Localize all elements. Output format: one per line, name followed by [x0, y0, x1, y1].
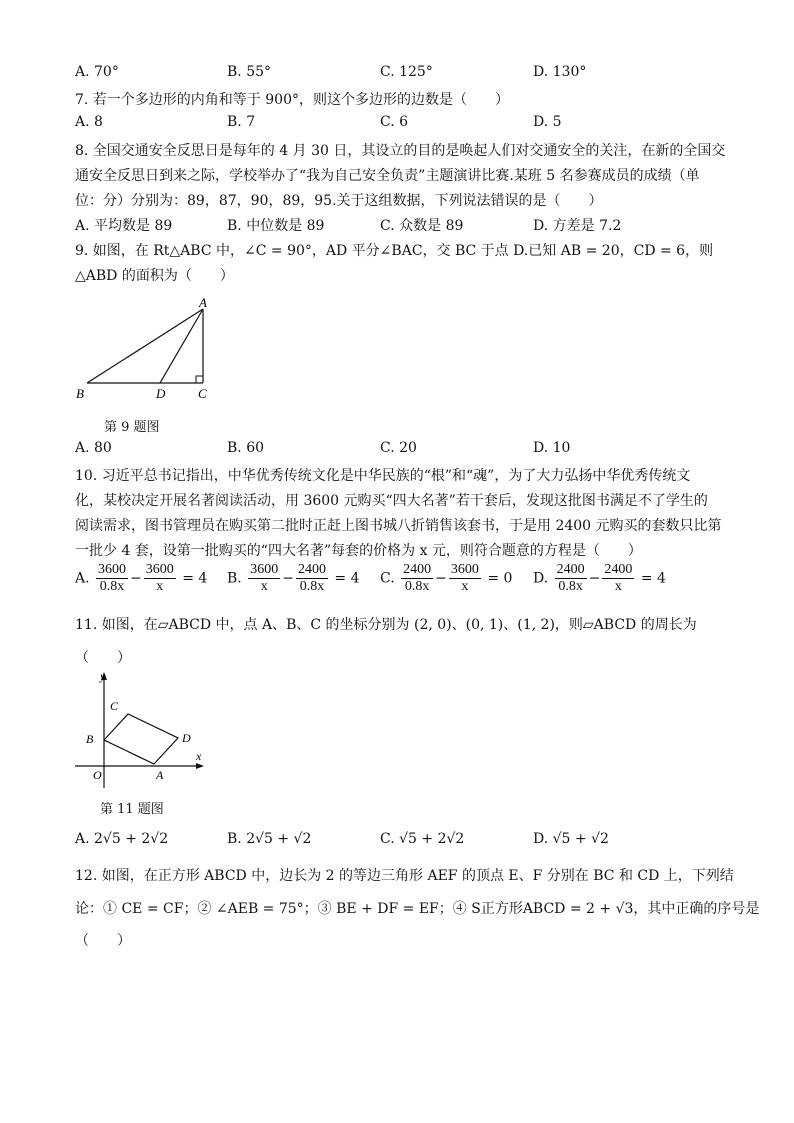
q9-label-c: C [198, 386, 207, 401]
q8-stem-line-2: 通安全反思日到来之际，学校举办了“我为自己安全负责”主题演讲比赛.某班 5 名参赛成员的成绩（单 [75, 168, 700, 184]
q6-option-b: B. 55° [227, 64, 272, 80]
q10-option-a-fraction-1 [96, 562, 128, 595]
q8-option-d: D. 方差是 7.2 [533, 218, 622, 234]
q9-segment-ad [160, 309, 203, 383]
q12-stem-line-3: （ ） [75, 933, 131, 949]
minus-sign: − [282, 570, 294, 587]
q10-option-b-fraction-2 [296, 562, 328, 595]
minus-sign: − [588, 570, 601, 587]
q11-stem-line-1: 11. 如图，在▱ABCD 中，点 A、B、C 的坐标分别为 (2, 0)、(0, 1)、(1, 2)，则▱ABCD 的周长为 [75, 617, 697, 633]
equation-rhs: = 4 [182, 570, 208, 587]
q10-option-a-label: A. [75, 570, 90, 587]
q7-option-b: B. 7 [227, 114, 256, 130]
q11-stem-line-2: （ ） [75, 650, 131, 666]
q11-label-a: A [156, 768, 164, 782]
numerator: 3600 [450, 562, 479, 577]
q10-option-b-label: B. [227, 570, 242, 587]
q11-parallelogram [104, 714, 178, 764]
minus-sign: − [435, 570, 447, 587]
q11-label-c: C [110, 699, 119, 713]
q10-option-a-fraction-2 [144, 562, 176, 595]
q9-option-c: C. 20 [380, 440, 417, 456]
q7-option-d: D. 5 [533, 114, 562, 130]
q9-side-ab [87, 309, 203, 383]
numerator: 2400 [556, 562, 585, 577]
q6-option-c: C. 125° [380, 64, 433, 80]
denominator: x [260, 579, 268, 594]
q10-option-a [75, 562, 207, 595]
denominator: x [156, 579, 164, 594]
denominator: x [461, 579, 469, 594]
equation-rhs: = 0 [487, 570, 513, 587]
numerator: 3600 [250, 562, 279, 577]
minus-sign: − [130, 570, 142, 587]
q8-option-a: A. 平均数是 89 [75, 218, 173, 234]
q7-option-a: A. 8 [75, 114, 103, 130]
q9-stem-line-1: 9. 如图，在 Rt△ABC 中，∠C = 90°，AD 平分∠BAC，交 BC 于点 D.已知 AB = 20，CD = 6，则 [75, 243, 714, 259]
numerator: 3600 [145, 562, 174, 577]
q10-option-d-fraction-1 [555, 562, 587, 595]
q9-option-a: A. 80 [75, 440, 112, 456]
q9-figure-caption: 第 9 题图 [104, 420, 160, 435]
q6-option-a: A. 70° [75, 64, 119, 80]
q8-stem-line-1: 8. 全国交通安全反思日是每年的 4 月 30 日，其设立的目的是唤起人们对交通安全的关注，在新的全国交 [75, 143, 726, 159]
q8-option-b: B. 中位数是 89 [227, 218, 325, 234]
q10-stem-line-2: 化，某校决定开展名著阅读活动，用 3600 元购买“四大名著”若干套后，发现这批图书满足不了学生的 [75, 493, 708, 509]
q10-option-c [380, 562, 512, 595]
numerator: 2400 [297, 562, 326, 577]
q11-label-d: D [182, 731, 191, 745]
q12-stem-line-2: 论：① CE = CF；② ∠AEB = 75°；③ BE + DF = EF；④ S正方形ABCD = 2 + √3，其中正确的序号是 [75, 901, 760, 917]
denominator: 0.8x [99, 579, 125, 594]
numerator: 2400 [604, 562, 633, 577]
q9-label-a: A [199, 295, 207, 310]
q7-option-c: C. 6 [380, 114, 409, 130]
denominator: 0.8x [558, 579, 583, 594]
q10-option-c-fraction-1 [401, 562, 433, 595]
q10-option-d [533, 562, 666, 595]
q10-option-b [227, 562, 359, 595]
q11-label-o: O [93, 768, 102, 782]
q7-stem: 7. 若一个多边形的内角和等于 900°，则这个多边形的边数是（ ） [75, 92, 509, 108]
q11-option-d: D. √5 + √2 [533, 831, 609, 847]
q11-coordinate-figure [70, 668, 210, 792]
q10-stem-line-4: 一批少 4 套，设第一批购买的“四大名著”每套的价格为 x 元，则符合题意的方程是（ ） [75, 543, 642, 559]
q9-stem-line-2: △ABD 的面积为（ ） [75, 268, 234, 284]
denominator: x [614, 579, 622, 594]
q9-option-b: B. 60 [227, 440, 265, 456]
q11-option-c: C. √5 + 2√2 [380, 831, 465, 847]
q9-triangle-figure [70, 295, 220, 407]
q11-option-a: A. 2√5 + 2√2 [75, 831, 169, 847]
equation-rhs: = 4 [334, 570, 360, 587]
q11-label-b: B [86, 732, 94, 746]
q12-stem-line-1: 12. 如图，在正方形 ABCD 中，边长为 2 的等边三角形 AEF 的顶点 E、F 分别在 BC 和 CD 上，下列结 [75, 868, 734, 884]
q8-option-c: C. 众数是 89 [380, 218, 464, 234]
q10-stem-line-1: 10. 习近平总书记指出，中华优秀传统文化是中华民族的“根”和“魂”，为了大力弘扬中华优秀传统文 [75, 468, 691, 484]
q10-option-b-fraction-1 [248, 562, 280, 595]
equation-rhs: = 4 [640, 570, 666, 587]
denominator: 0.8x [299, 579, 325, 594]
q10-option-d-label: D. [533, 570, 549, 587]
q11-option-b: B. 2√5 + √2 [227, 831, 312, 847]
numerator: 2400 [403, 562, 432, 577]
denominator: 0.8x [404, 579, 430, 594]
q6-option-d: D. 130° [533, 64, 587, 80]
q10-option-c-fraction-2 [449, 562, 481, 595]
q11-x-axis-arrow [196, 763, 204, 769]
q10-option-d-fraction-2 [602, 562, 634, 595]
numerator: 3600 [98, 562, 127, 577]
q9-right-angle-mark [196, 376, 203, 383]
q8-stem-line-3: 位：分）分别为：89，87，90，89，95.关于这组数据，下列说法错误的是（ ） [75, 193, 603, 209]
q9-label-b: B [76, 386, 84, 401]
q11-label-y: y [100, 669, 106, 683]
q10-option-c-label: C. [380, 570, 395, 587]
q11-label-x: x [196, 749, 202, 763]
q9-label-d: D [156, 386, 166, 401]
q11-figure-caption: 第 11 题图 [100, 802, 164, 817]
q10-stem-line-3: 阅读需求，图书管理员在购买第二批时正赶上图书城八折销售该套书，于是用 2400 元购买的套数只比第 [75, 518, 722, 534]
q9-option-d: D. 10 [533, 440, 571, 456]
